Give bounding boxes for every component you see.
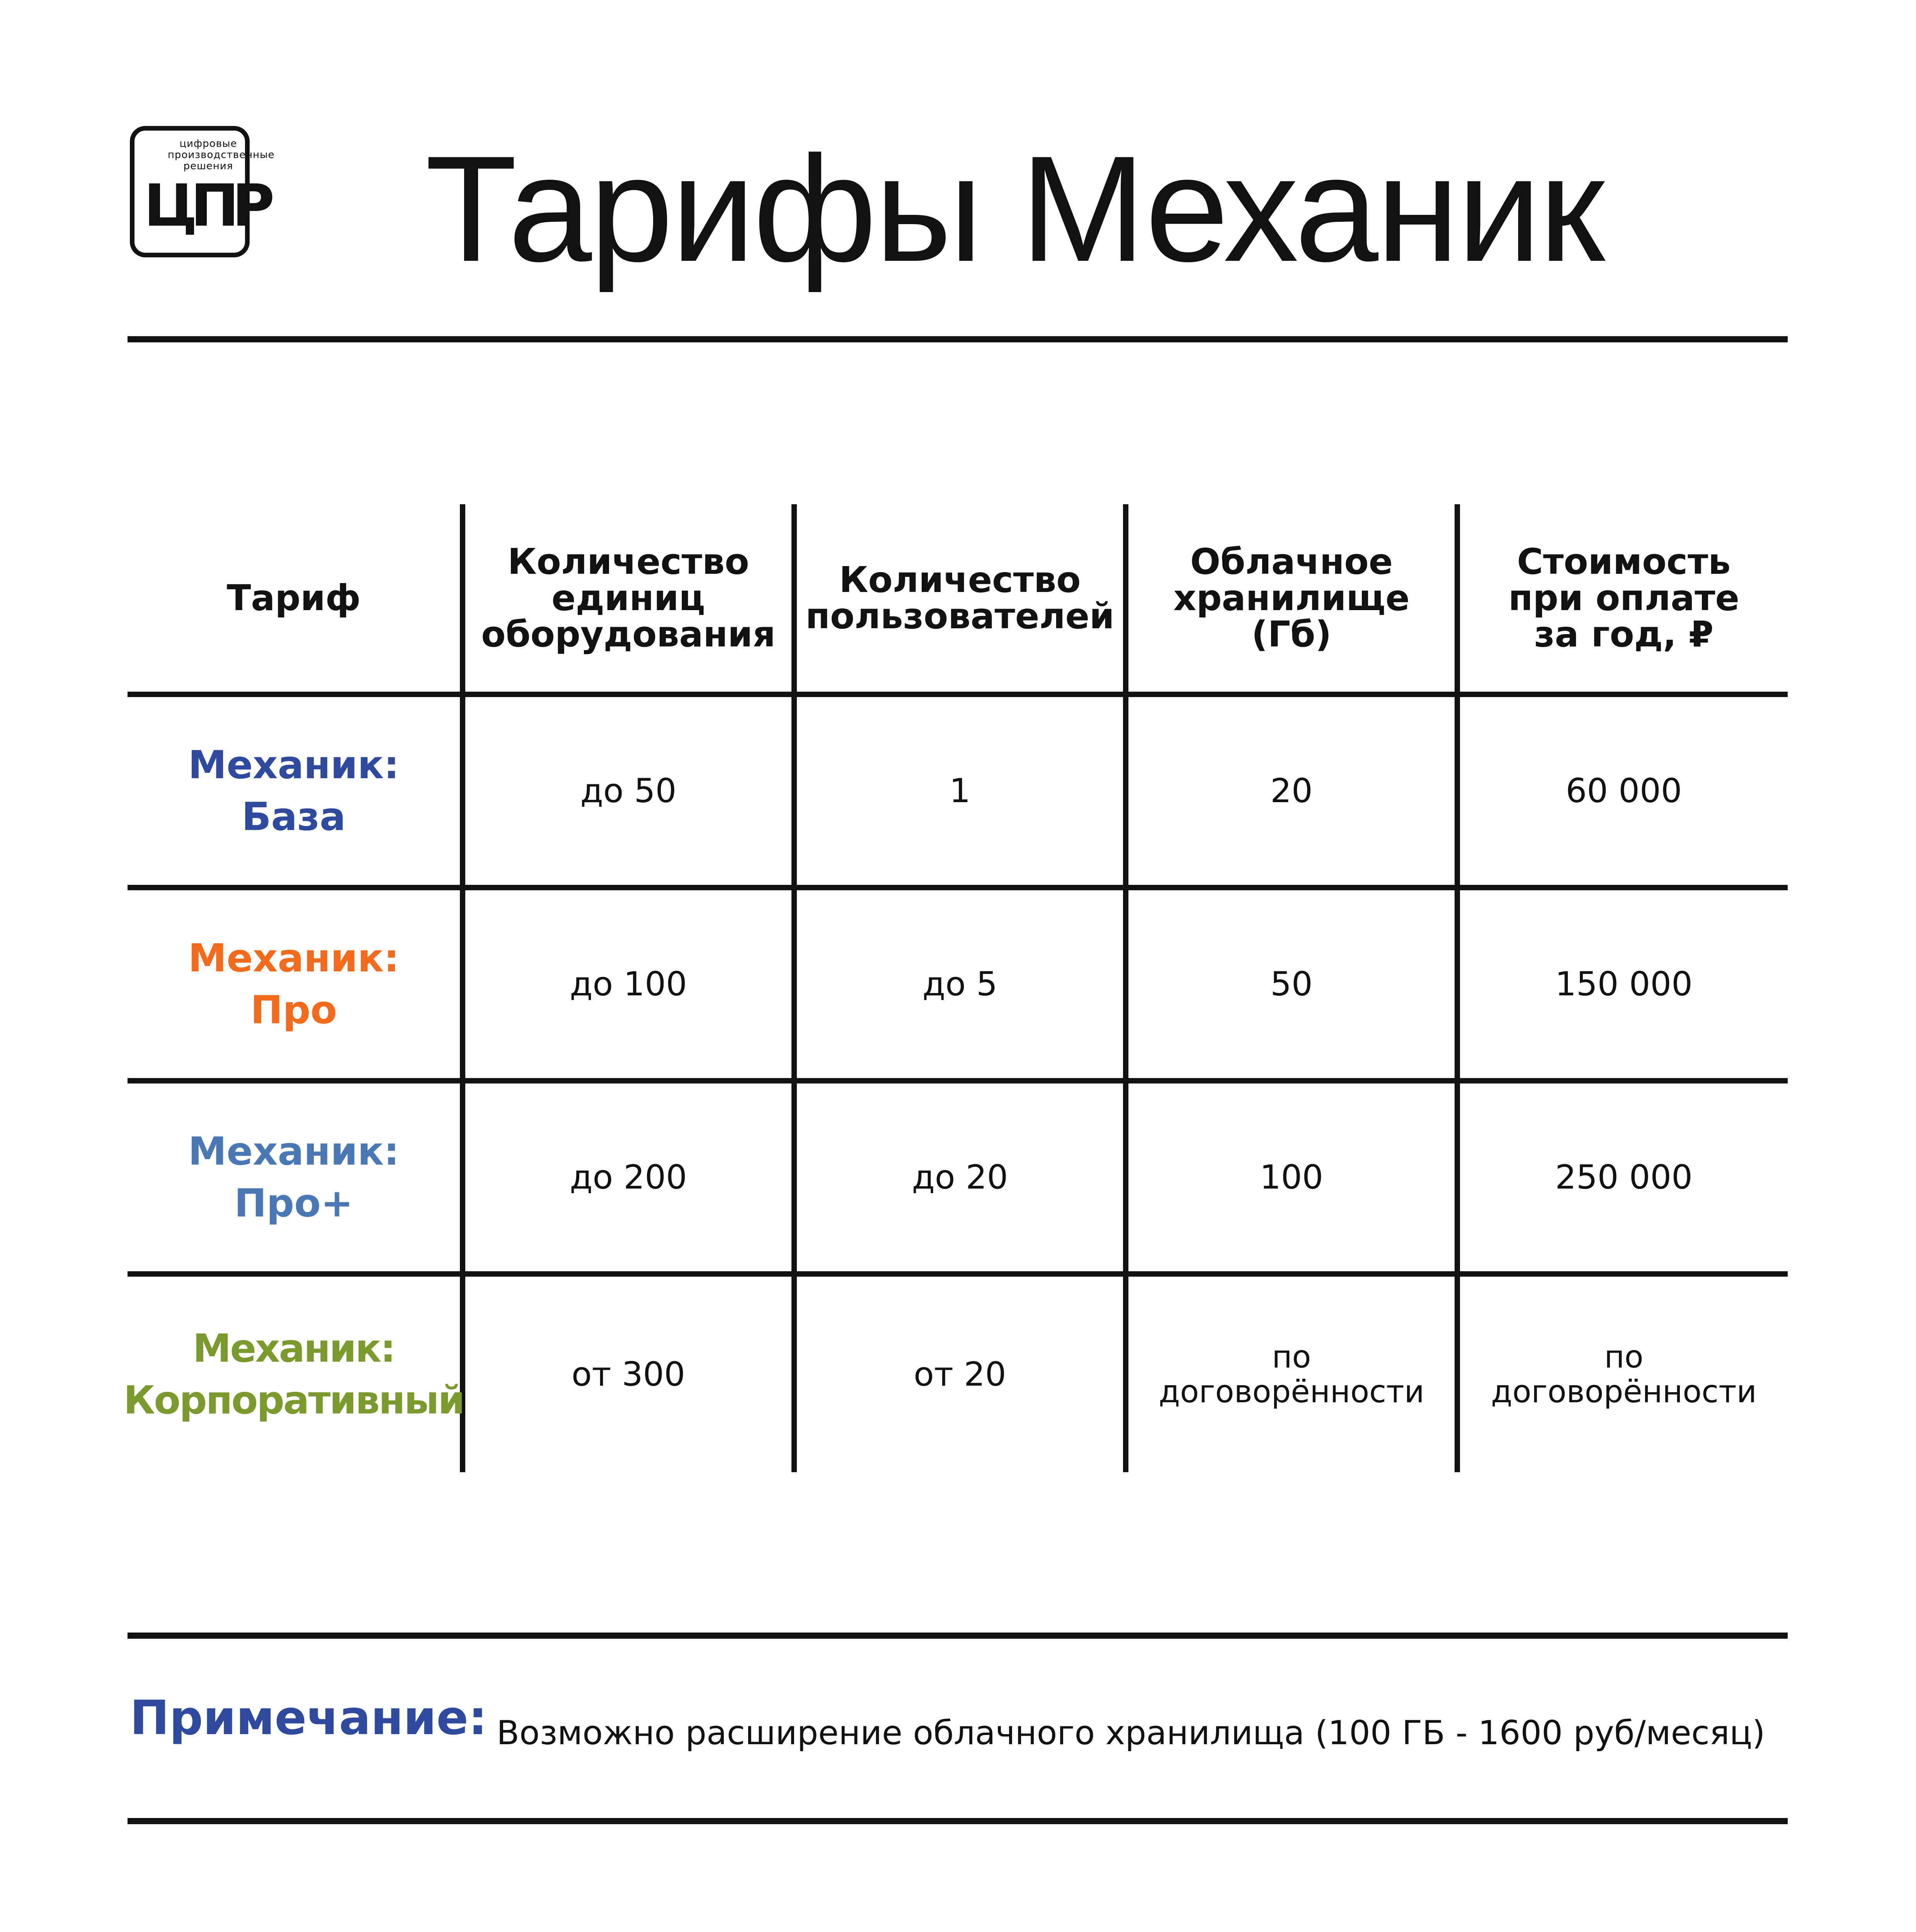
table-cell-users: 1 — [949, 772, 971, 810]
tariff-name-line2: Про+ — [234, 1180, 353, 1226]
table-row-divider — [128, 692, 1788, 697]
tariff-name-line1: Механик: — [188, 935, 400, 981]
note-label: Примечание: — [130, 1690, 487, 1745]
note-bottom-divider — [128, 1818, 1788, 1824]
table-column-divider — [460, 504, 465, 1472]
tariff-name-base — [128, 697, 460, 885]
table-cell-storage: 50 — [1270, 965, 1313, 1003]
tariff-name-line2: Про — [250, 987, 337, 1032]
tariff-name-pro-plus — [128, 1083, 460, 1271]
header-equipment: Количество единиц оборудования — [481, 541, 776, 655]
table-cell-price: 60 000 — [1565, 772, 1682, 810]
table-cell-equipment: до 50 — [580, 772, 677, 810]
table-row-divider — [128, 885, 1788, 890]
table-cell-users: до 20 — [912, 1158, 1008, 1197]
note-top-divider — [128, 1633, 1788, 1639]
tariff-name-pro — [128, 890, 460, 1078]
logo-small-text: цифровые производственные решения — [168, 138, 275, 172]
tariff-name-line1: Механик: — [188, 1129, 400, 1174]
table-cell-users: от 20 — [914, 1355, 1006, 1394]
table-cell-storage: 100 — [1259, 1158, 1324, 1197]
table-row-divider — [128, 1078, 1788, 1083]
page-title: Тарифы Механик — [425, 124, 1603, 293]
table-cell-equipment: от 300 — [571, 1355, 686, 1394]
header-tariff: Тариф — [226, 577, 361, 619]
table-cell-storage: по договорённости — [1159, 1339, 1424, 1410]
table-cell-equipment: до 100 — [570, 965, 687, 1003]
logo-mark: ЦПР — [144, 172, 268, 240]
table-cell-price: 150 000 — [1555, 965, 1693, 1003]
header-users: Количество пользователей — [805, 559, 1115, 637]
header-divider — [128, 336, 1788, 342]
table-cell-price: 250 000 — [1555, 1158, 1693, 1197]
table-column-divider — [791, 504, 797, 1472]
table-row-divider — [128, 1271, 1788, 1277]
tariff-name-line1: Механик: — [192, 1326, 395, 1371]
table-column-divider — [1123, 504, 1128, 1472]
tariff-name-line1: Механик: — [188, 742, 400, 787]
tariff-name-line2: База — [242, 794, 346, 839]
tariff-name-corporate — [123, 1277, 464, 1472]
company-logo — [130, 126, 275, 257]
table-cell-price: по договорённости — [1491, 1339, 1757, 1410]
tariff-name-line2: Корпоративный — [123, 1378, 464, 1423]
table-cell-equipment: до 200 — [570, 1158, 687, 1197]
table-cell-storage: 20 — [1270, 772, 1313, 810]
note-text: Возможно расширение облачного хранилища (100 ГБ - 1600 руб/месяц) — [497, 1714, 1765, 1752]
header-storage: Облачное хранилище (Гб) — [1173, 541, 1410, 655]
table-cell-users: до 5 — [922, 965, 998, 1003]
header-price: Стоимость при оплате за год, ₽ — [1508, 541, 1739, 655]
table-column-divider — [1455, 504, 1460, 1472]
